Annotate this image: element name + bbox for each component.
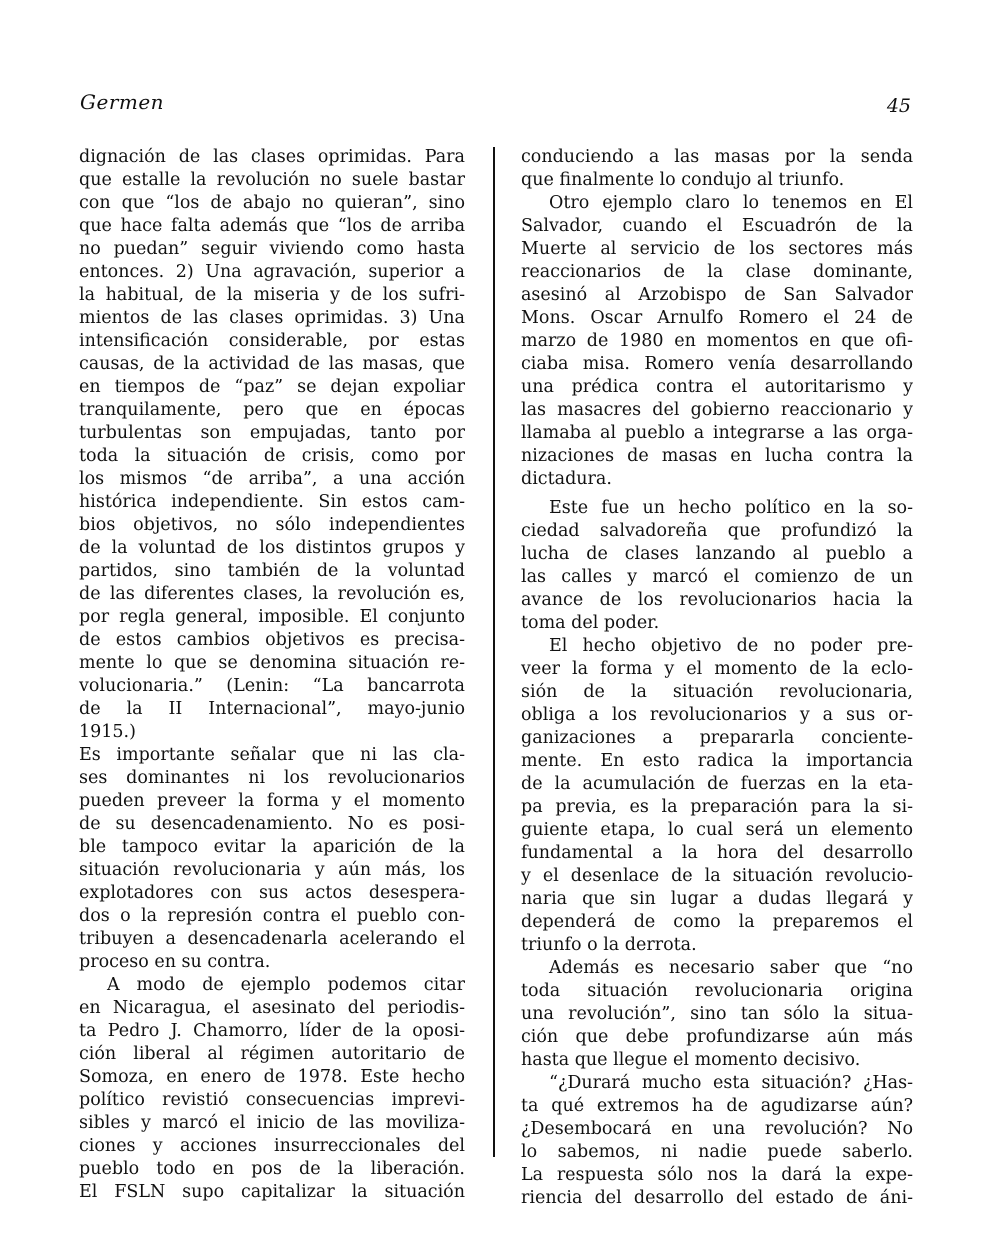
text-line: marzo de 1980 en momentos en que ofi- [521, 331, 913, 351]
text-line: bios objetivos, no sólo independientes [79, 515, 465, 535]
text-line: hasta que llegue el momento decisivo. [521, 1050, 861, 1070]
text-line: El FSLN supo capitalizar la situación [79, 1182, 465, 1202]
text-line: Además es necesario saber que “no [549, 958, 913, 978]
text-line: sión de la situación revolucionaria, [521, 682, 913, 702]
text-line: “¿Durará mucho esta situación? ¿Has- [549, 1073, 913, 1093]
text-line: una revolución”, sino tan sólo la situa- [521, 1004, 913, 1024]
text-line: mente. En esto radica la importancia [521, 751, 913, 771]
text-line: las calles y marcó el comienzo de un [521, 567, 913, 587]
text-line: que finalmente lo condujo al triunfo. [521, 170, 845, 190]
text-line: tranquilamente, pero que en épocas [79, 400, 465, 420]
text-line: conduciendo a las masas por la senda [521, 147, 913, 167]
text-line: que estalle la revolución no suele bastar [79, 170, 465, 190]
text-line: dictadura. [521, 469, 612, 489]
text-line: de su desencadenamiento. No es posi- [79, 814, 465, 834]
text-line: ses dominantes ni los revolucionarios [79, 768, 465, 788]
text-line: de la acumulación de fuerzas en la eta- [521, 774, 913, 794]
text-line: ta Pedro J. Chamorro, líder de la oposi- [79, 1021, 465, 1041]
text-line: tribuyen a desencadenarla acelerando el [79, 929, 465, 949]
text-line: pa previa, es la preparación para la si- [521, 797, 913, 817]
text-line: ble tampoco evitar la aparición de la [79, 837, 465, 857]
text-line: asesinó al Arzobispo de San Salvador [521, 285, 913, 305]
text-line: Otro ejemplo claro lo tenemos en El [549, 193, 913, 213]
text-line: toma del poder. [521, 613, 660, 633]
text-line: ¿Desembocará en una revolución? No [521, 1119, 913, 1139]
text-line: lucha de clases lanzando al pueblo a [521, 544, 913, 564]
text-line: dos o la represión contra el pueblo con- [79, 906, 465, 926]
text-line: Este fue un hecho político en la so- [549, 498, 913, 518]
left-text-column [79, 146, 465, 1204]
text-line: riencia del desarrollo del estado de áni- [521, 1188, 913, 1208]
text-line: Mons. Oscar Arnulfo Romero el 24 de [521, 308, 913, 328]
text-line: sibles y marcó el inicio de las moviliza- [79, 1113, 465, 1133]
text-line: ciaba misa. Romero venía desarrollando [521, 354, 913, 374]
page-number: 45 [886, 95, 911, 117]
text-line: veer la forma y el momento de la eclo- [521, 659, 913, 679]
text-line: causas, de la actividad de las masas, que [79, 354, 465, 374]
text-line: A modo de ejemplo podemos citar [107, 975, 465, 995]
text-line: 1915.) [79, 722, 136, 742]
text-line: El hecho objetivo de no poder pre- [549, 636, 913, 656]
text-line: fundamental a la hora del desarrollo [521, 843, 913, 863]
text-line: triunfo o la derrota. [521, 935, 697, 955]
text-line: naria que sin lugar a dudas llegará y [521, 889, 913, 909]
text-line: intensificación considerable, por estas [79, 331, 465, 351]
text-line: proceso en su contra. [79, 952, 271, 972]
text-line: pueden preveer la forma y el momento [79, 791, 465, 811]
text-line: con que “los de abajo no quieran”, sino [79, 193, 465, 213]
text-line: por regla general, imposible. El conjunto [79, 607, 465, 627]
text-line: una prédica contra el autoritarismo y [521, 377, 913, 397]
text-line: la habitual, de la miseria y de los sufri- [79, 285, 465, 305]
text-line: de la II Internacional”, mayo-junio [79, 699, 465, 719]
text-line: y el desenlace de la situación revolucio- [521, 866, 913, 886]
text-line: ganizaciones a prepararla conciente- [521, 728, 913, 748]
text-line: Muerte al servicio de los sectores más [521, 239, 913, 259]
text-line: entonces. 2) Una agravación, superior a [79, 262, 465, 282]
column-divider [493, 147, 495, 1157]
text-line: los mismos “de arriba”, a una acción [79, 469, 465, 489]
text-line: volucionaria.” (Lenin: “La bancarrota [79, 676, 465, 696]
text-line: de estos cambios objetivos es precisa- [79, 630, 465, 650]
text-line: de las diferentes clases, la revolución es, [79, 584, 465, 604]
text-line: Es importante señalar que ni las cla- [79, 745, 465, 765]
text-line: mente lo que se denomina situación re- [79, 653, 465, 673]
text-line: dependerá de como la preparemos el [521, 912, 913, 932]
text-line: ción que debe profundizarse aún más [521, 1027, 913, 1047]
text-line: político revistió consecuencias imprevi- [79, 1090, 465, 1110]
text-line: guiente etapa, lo cual será un elemento [521, 820, 913, 840]
text-line: que hace falta además que “los de arriba [79, 216, 465, 236]
text-line: pueblo todo en pos de la liberación. [79, 1159, 465, 1179]
text-line: avance de los revolucionarios hacia la [521, 590, 913, 610]
text-line: lo sabemos, ni nadie puede saberlo. [521, 1142, 913, 1162]
text-line: La respuesta sólo nos la dará la expe- [521, 1165, 913, 1185]
text-line: no puedan” seguir viviendo como hasta [79, 239, 465, 259]
text-line: ciedad salvadoreña que profundizó la [521, 521, 913, 541]
text-line: partidos, sino también de la voluntad [79, 561, 465, 581]
text-line: reaccionarios de la clase dominante, [521, 262, 913, 282]
right-text-column [521, 146, 913, 1210]
text-line: ción liberal al régimen autoritario de [79, 1044, 465, 1064]
text-line: en Nicaragua, el asesinato del periodis- [79, 998, 465, 1018]
text-line: de la voluntad de los distintos grupos y [79, 538, 465, 558]
text-line: turbulentas son empujadas, tanto por [79, 423, 465, 443]
text-line: en tiempos de “paz” se dejan expoliar [79, 377, 465, 397]
text-line: situación revolucionaria y aún más, los [79, 860, 465, 880]
text-line: nizaciones de masas en lucha contra la [521, 446, 913, 466]
text-line: ta qué extremos ha de agudizarse aún? [521, 1096, 913, 1116]
text-line: las masacres del gobierno reaccionario y [521, 400, 913, 420]
text-line: ciones y acciones insurreccionales del [79, 1136, 465, 1156]
text-line: Somoza, en enero de 1978. Este hecho [79, 1067, 465, 1087]
text-line: histórica independiente. Sin estos cam- [79, 492, 465, 512]
running-title: Germen [80, 90, 165, 114]
text-line: mientos de las clases oprimidas. 3) Una [79, 308, 465, 328]
text-line: llamaba al pueblo a integrarse a las orga- [521, 423, 913, 443]
text-line: obliga a los revolucionarios y a sus or- [521, 705, 913, 725]
text-line: Salvador, cuando el Escuadrón de la [521, 216, 913, 236]
text-line: dignación de las clases oprimidas. Para [79, 147, 465, 167]
text-line: explotadores con sus actos desespera- [79, 883, 465, 903]
text-line: toda la situación de crisis, como por [79, 446, 465, 466]
text-line: toda situación revolucionaria origina [521, 981, 913, 1001]
